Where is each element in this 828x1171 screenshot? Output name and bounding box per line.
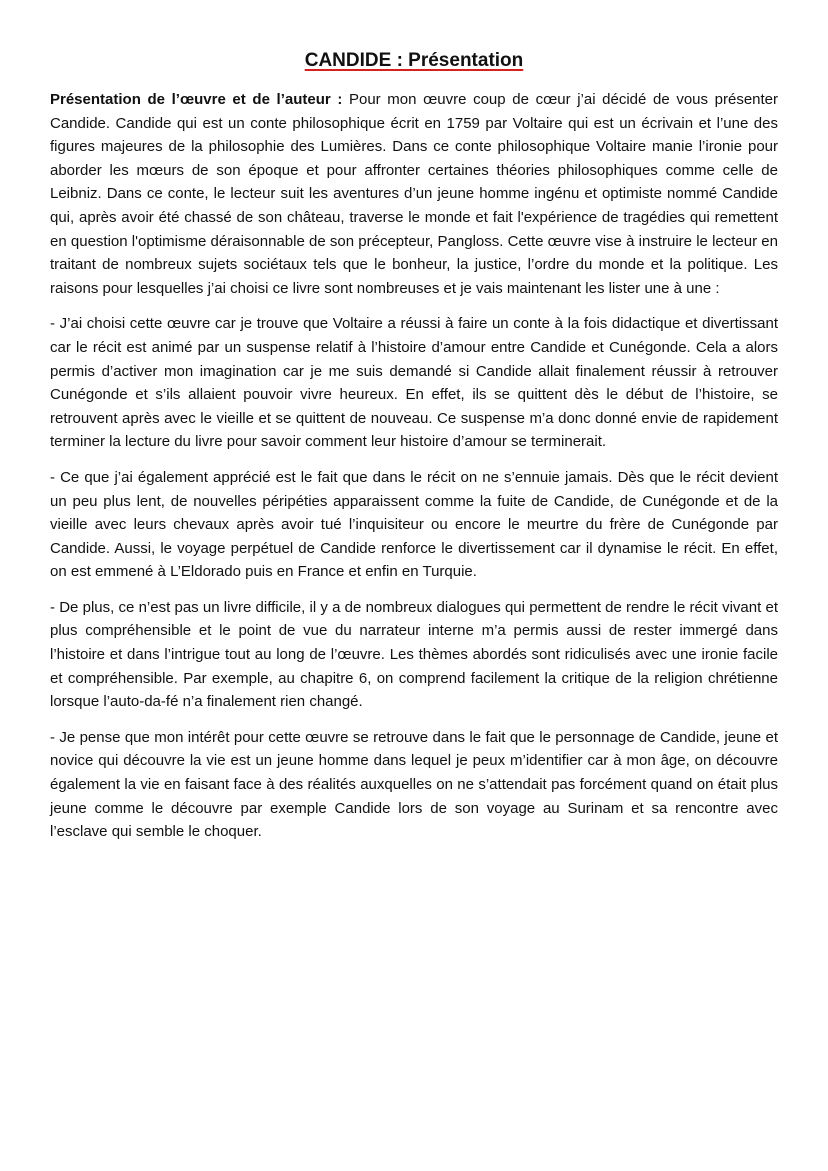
- reason-paragraph-3: - De plus, ce n’est pas un livre difficile, il y a de nombreux dialogues qui permettent de rendre le récit vivant et plus compréhensible et le point de vue du narrateur interne m’a permis aussi de rester immergé dans l’histoire et dans l’intrigue tout au long de l’œuvre. Les thèmes abordés sont ridiculisés avec une ironie facile et compréhensible. Par exemple, au chapitre 6, on comprend facilement la critique de la religion chrétienne lorsque l’auto-da-fé n’a finalement rien changé.: [50, 598, 778, 711]
- reason-paragraph-1: - J’ai choisi cette œuvre car je trouve que Voltaire a réussi à faire un conte à la fois didactique et divertissant car le récit est animé par un suspense relatif à l’histoire d’amour entre Candide et Cunégonde. Cela a alors permis d’activer mon imagination car je me suis demandé si Candide allait finalement réussir à retrouver Cunégonde et s’ils allaient pouvoir vivre heureux. En effet, ils se quittent dès le début de l’histoire, se retrouvent après avec le vieille et se quittent de nouveau. Ce suspense m’a donc donné envie de rapidement terminer la lecture du livre pour savoir comment leur histoire d’amour se terminerait.: [50, 315, 778, 451]
- page-title-text: CANDIDE : Présentation: [304, 50, 524, 71]
- intro-lead: Présentation de l’œuvre et de l’auteur :: [50, 91, 343, 108]
- reason-paragraph-4: - Je pense que mon intérêt pour cette œuvre se retrouve dans le fait que le personnage de Candide, jeune et novice qui découvre la vie est un jeune homme dans lequel je peux m’identifier car à mon âge, on découvre également la vie en faisant face à des réalités auxquelles on ne s’attendait pas forcément quand on était plus jeune comme le découvre par exemple Candide lors de son voyage au Surinam et sa rencontre avec l’esclave qui semble le choquer.: [50, 728, 778, 841]
- reason-paragraph-2: - Ce que j’ai également apprécié est le fait que dans le récit on ne s’ennuie jamais. Dès que le récit devient un peu plus lent, de nouvelles péripéties apparaissent comme la fuite de Candide, de Cunégonde et de la vieille avec leurs chevaux après avoir tué l’inquisiteur ou encore le meurtre du frère de Cunégonde par Candide. Aussi, le voyage perpétuel de Candide renforce le divertissement car il dynamise le récit. En effet, on est emmené à L’Eldorado puis en France et enfin en Turquie.: [50, 468, 778, 581]
- document-page: [50, 48, 778, 856]
- intro-paragraph: [50, 88, 778, 300]
- page-title: [50, 48, 778, 74]
- intro-text: Pour mon œuvre coup de cœur j’ai décidé de vous présenter Candide. Candide qui est un conte philosophique écrit en 1759 par Voltaire qui est un écrivain et l’une des figures majeures de la philosophie des Lumières. Dans ce conte philosophique Voltaire manie l’ironie pour aborder les mœurs de son époque et pour affronter certaines théories philosophiques comme celle de Leibniz. Dans ce conte, le lecteur suit les aventures d’un jeune homme ingénu et optimiste nommé Candide qui, après avoir été chassé de son château, traverse le monde et fait l'expérience de tragédies qui remettent en question l'optimisme déraisonnable de son précepteur, Pangloss. Cette œuvre vise à instruire le lecteur en traitant de nombreux sujets sociétaux tels que le bonheur, la justice, l’ordre du monde et la politique. Les raisons pour lesquelles j’ai choisi ce livre sont nombreuses et je vais maintenant les lister une à une :: [50, 91, 779, 297]
